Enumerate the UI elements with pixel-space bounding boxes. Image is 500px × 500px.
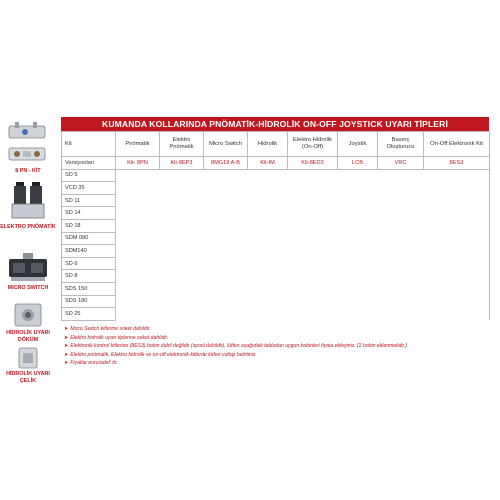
model-cell: SDM140 [62, 245, 116, 258]
product-hydraulic-cast [0, 300, 56, 344]
table-row [62, 257, 490, 270]
header-cell: Hidrolik [248, 132, 288, 157]
arrow-icon: ➤ [64, 351, 69, 358]
table-row [62, 295, 490, 308]
version-code: Kit-IM [248, 157, 288, 170]
version-code: LCB [338, 157, 378, 170]
table-row [62, 282, 490, 295]
note-text: Fiyatlar euro/adet' tir. [70, 360, 118, 367]
empty-cell [116, 308, 490, 321]
hydraulic-cast-image [11, 300, 45, 330]
empty-cell [116, 245, 490, 258]
table-row [62, 182, 490, 195]
product-label: 8 PN - KİT [15, 168, 41, 174]
header-cell: Micro Switch [204, 132, 248, 157]
versions-label: Versiyonları [62, 157, 116, 170]
model-cell: SDM 080 [62, 232, 116, 245]
version-code: Kit-8EP3 [160, 157, 204, 170]
empty-cell [116, 194, 490, 207]
product-micro-switch [0, 251, 56, 292]
model-cell: SD 14 [62, 207, 116, 220]
version-code: VRC [378, 157, 424, 170]
header-cell: Kit [62, 132, 116, 157]
empty-cell [116, 295, 490, 308]
product-electro-pneumatic [0, 182, 56, 231]
arrow-icon: ➤ [64, 343, 69, 350]
table-row [62, 219, 490, 232]
model-cell: SDS 150 [62, 282, 116, 295]
product-label: HİDROLİK UYARI ÇELİK [6, 371, 50, 384]
version-code: 8ES3 [424, 157, 490, 170]
note-item [64, 342, 494, 351]
micro-switch-image [5, 251, 51, 285]
version-code: Kit- 8PN [116, 157, 160, 170]
product-pneumatic-kit [0, 120, 56, 175]
empty-cell [116, 232, 490, 245]
note-text: Elektro hidrolik uyarı tiplerine soket dahildir. [70, 334, 169, 341]
joystick-kit-table [61, 131, 490, 321]
table-row [62, 207, 490, 220]
header-cell: Elektro Pnömatik [160, 132, 204, 157]
empty-cell [116, 182, 490, 195]
empty-cell [116, 219, 490, 232]
note-text: Micro Switch kitlerine soket dahildir. [70, 326, 151, 332]
note-text: Elektro pnömatik, Elektro hidrolik ve on-off elektronik kitlerde lütfen voltajı belirtiniz. [70, 351, 257, 358]
note-item [64, 351, 494, 360]
product-hydraulic-steel [0, 345, 56, 385]
arrow-icon: ➤ [64, 360, 69, 367]
empty-cell [116, 282, 490, 295]
electro-pneumatic-image [8, 182, 48, 224]
table-row [62, 232, 490, 245]
note-text: Elektronik kontrol kitlerine (8ES3) bobin dahil değildir (spool dahildir), lütfen aşağıdaki tablodan uygun bobinleri fiyata ekleyiniz. (2 bobin eklenmelidir.) [70, 343, 408, 350]
table-row [62, 194, 490, 207]
table-header-row [62, 132, 490, 157]
pneumatic-kit-image [5, 120, 51, 168]
note-item [64, 359, 494, 368]
empty-cell [116, 207, 490, 220]
hydraulic-steel-image [16, 345, 40, 371]
empty-cell [116, 169, 490, 182]
table-row [62, 169, 490, 182]
product-label: HİDROLİK UYARI DÖKÜM [6, 330, 50, 343]
empty-cell [116, 257, 490, 270]
version-code: 8MG19 A-B [204, 157, 248, 170]
empty-cell [116, 270, 490, 283]
version-code: Kit-8ED3 [288, 157, 338, 170]
model-cell: SDS 180 [62, 295, 116, 308]
note-item [64, 334, 494, 343]
model-cell: SD 6 [62, 257, 116, 270]
model-cell: SD 25 [62, 308, 116, 321]
arrow-icon: ➤ [64, 326, 69, 332]
arrow-icon: ➤ [64, 334, 69, 341]
versions-row [62, 157, 490, 170]
table-row [62, 308, 490, 321]
product-label: ELEKTRO PNÖMATİK [0, 224, 56, 230]
model-cell: SD 11 [62, 194, 116, 207]
model-cell: SD 8 [62, 270, 116, 283]
header-cell: Joystik [338, 132, 378, 157]
table-row [62, 270, 490, 283]
model-cell: SD 18 [62, 219, 116, 232]
header-cell: Basınç Oluşturucu [378, 132, 424, 157]
table-row [62, 245, 490, 258]
product-label: MICRO SWITCH [7, 285, 49, 291]
header-cell: Elektro Hidrolik (On-Off) [288, 132, 338, 157]
model-cell: VCD 35 [62, 182, 116, 195]
note-item [64, 325, 494, 334]
model-cell: SD 5 [62, 169, 116, 182]
header-cell: On-Off Elektronik Kit [424, 132, 490, 157]
header-cell: Pnömatik [116, 132, 160, 157]
notes-list [64, 325, 494, 368]
table-title: KUMANDA KOLLARINDA PNÖMATİK-HİDROLİK ON-OFF JOYSTICK UYARI TİPLERİ [61, 117, 489, 131]
